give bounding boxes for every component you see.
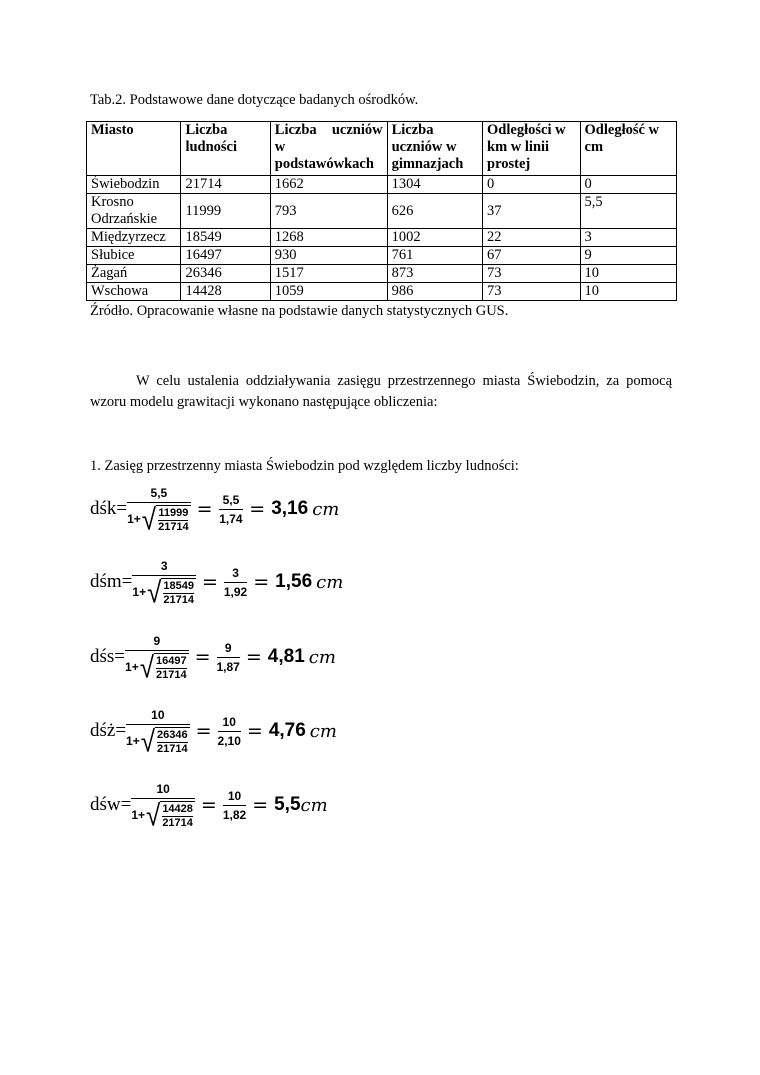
cell-distance-km: 73 xyxy=(483,283,580,301)
formula-dsz xyxy=(90,706,337,756)
gravity-fraction xyxy=(125,633,189,684)
col-header-primary-students: Liczba uczniów w podstawówkach xyxy=(270,122,387,176)
table-header-row xyxy=(87,122,677,176)
radical-sign-icon: √ xyxy=(146,797,161,832)
formula-dss xyxy=(90,632,336,682)
formula-result: 5,5 xyxy=(274,794,301,815)
gravity-fraction xyxy=(131,781,195,832)
formula-lhs: dśm= xyxy=(90,571,133,592)
cell-population: 26346 xyxy=(181,265,270,283)
cell-city: Krosno Odrzańskie xyxy=(87,194,181,229)
simplified-fraction xyxy=(218,715,241,748)
equals-sign: = xyxy=(252,794,269,816)
equals-sign: = xyxy=(200,794,217,816)
equals-sign: = xyxy=(246,720,263,742)
cell-distance-cm: 10 xyxy=(580,283,676,301)
formula-result: 3,16 xyxy=(271,498,309,519)
equals-sign: = xyxy=(195,720,212,742)
cell-distance-cm: 0 xyxy=(580,176,676,194)
gravity-fraction xyxy=(127,485,191,536)
population-ratio xyxy=(154,653,189,681)
cell-city: Słubice xyxy=(87,247,181,265)
ratio-numerator: 14428 xyxy=(162,802,193,815)
equals-sign: = xyxy=(253,571,270,593)
cell-primary: 1662 xyxy=(270,176,387,194)
ratio-denominator: 21714 xyxy=(157,742,188,755)
equals-sign: = xyxy=(201,571,218,593)
cell-distance-km: 22 xyxy=(483,229,580,247)
cell-distance-cm: 9 xyxy=(580,247,676,265)
result-unit: cm xyxy=(312,498,340,520)
ratio-numerator: 11999 xyxy=(158,506,189,519)
cell-distance-km: 73 xyxy=(483,265,580,283)
cell-population: 16497 xyxy=(181,247,270,265)
table-row xyxy=(87,194,677,229)
fraction-numerator: 5,5 xyxy=(222,492,240,507)
simplified-fraction xyxy=(224,566,247,599)
result-unit: cm xyxy=(300,794,328,816)
cell-primary: 1059 xyxy=(270,283,387,301)
cell-primary: 1517 xyxy=(270,265,387,283)
col-header-city: Miasto xyxy=(87,122,181,176)
fraction-numerator: 10 xyxy=(222,714,236,729)
result-unit: cm xyxy=(308,646,336,668)
table-row xyxy=(87,247,677,265)
result-unit: cm xyxy=(309,720,337,742)
fraction-denominator xyxy=(126,723,190,758)
population-ratio xyxy=(156,505,191,533)
cell-gymnasium: 1304 xyxy=(387,176,482,194)
fraction-denominator xyxy=(132,574,196,609)
fraction-denominator: 1,87 xyxy=(217,657,240,674)
formula-result: 4,76 xyxy=(268,720,306,741)
formula-lhs: dśż= xyxy=(90,720,127,741)
cell-gymnasium: 1002 xyxy=(387,229,482,247)
result-unit: cm xyxy=(316,571,344,593)
square-root xyxy=(147,574,196,609)
square-root xyxy=(146,797,195,832)
fraction-numerator: 9 xyxy=(153,633,161,648)
fraction-denominator: 1,74 xyxy=(219,509,242,526)
equals-sign: = xyxy=(249,498,266,520)
table-row xyxy=(87,176,677,194)
population-ratio xyxy=(161,578,196,606)
population-ratio xyxy=(160,801,195,829)
cell-population: 21714 xyxy=(181,176,270,194)
fraction-numerator: 10 xyxy=(227,788,242,803)
cell-population: 18549 xyxy=(181,229,270,247)
fraction-denominator xyxy=(127,501,191,536)
cell-city: Międzyrzecz xyxy=(87,229,181,247)
formula-dsw xyxy=(90,780,328,830)
cell-primary: 930 xyxy=(270,247,387,265)
cell-distance-km: 67 xyxy=(483,247,580,265)
square-root xyxy=(141,501,191,536)
ratio-denominator: 21714 xyxy=(158,520,189,533)
simplified-fraction xyxy=(219,493,244,526)
ratio-denominator: 21714 xyxy=(155,668,187,681)
cell-distance-cm: 3 xyxy=(580,229,676,247)
ratio-numerator: 26346 xyxy=(157,728,188,741)
cell-primary: 1268 xyxy=(270,229,387,247)
cell-city: Żagań xyxy=(87,265,181,283)
table-caption: Tab.2. Podstawowe dane dotyczące badanych ośrodków. xyxy=(90,92,419,108)
radical-sign-icon: √ xyxy=(147,574,162,609)
section-title: 1. Zasięg przestrzenny miasta Świebodzin pod względem liczby ludności: xyxy=(90,458,519,474)
cell-distance-km: 37 xyxy=(483,194,580,229)
table-source-note: Źródło. Opracowanie własne na podstawie danych statystycznych GUS. xyxy=(90,303,509,319)
cell-city: Świebodzin xyxy=(87,176,181,194)
col-header-gymnasium-students: Liczba uczniów w gimnazjach xyxy=(387,122,482,176)
fraction-denominator: 1,82 xyxy=(223,805,246,822)
fraction-numerator: 9 xyxy=(224,640,232,655)
equals-sign: = xyxy=(194,646,211,668)
ratio-denominator: 21714 xyxy=(162,816,193,829)
formula-dsm xyxy=(90,557,343,607)
formula-lhs: dśw= xyxy=(90,794,132,815)
cell-distance-cm: 5,5 xyxy=(580,194,676,229)
cell-population: 11999 xyxy=(181,194,270,229)
gravity-fraction xyxy=(126,707,190,758)
radical-sign-icon: √ xyxy=(139,649,154,684)
formula-result: 4,81 xyxy=(267,646,305,667)
cell-population: 14428 xyxy=(181,283,270,301)
fraction-numerator: 5,5 xyxy=(150,485,168,500)
one-plus: 1+ xyxy=(126,733,140,748)
cell-gymnasium: 761 xyxy=(387,247,482,265)
one-plus: 1+ xyxy=(131,807,146,822)
fraction-numerator: 3 xyxy=(232,565,239,580)
gravity-fraction xyxy=(132,558,196,609)
fraction-numerator: 10 xyxy=(156,781,170,796)
fraction-denominator xyxy=(125,649,189,684)
equals-sign: = xyxy=(196,498,213,520)
cell-gymnasium: 986 xyxy=(387,283,482,301)
cell-gymnasium: 873 xyxy=(387,265,482,283)
fraction-numerator: 10 xyxy=(151,707,165,722)
fraction-denominator: 2,10 xyxy=(218,731,241,748)
fraction-denominator xyxy=(131,797,195,832)
square-root xyxy=(139,649,189,684)
formula-result: 1,56 xyxy=(275,571,313,592)
cell-gymnasium: 626 xyxy=(387,194,482,229)
table-row xyxy=(87,265,677,283)
ratio-numerator: 16497 xyxy=(155,654,187,667)
cell-primary: 793 xyxy=(270,194,387,229)
fraction-numerator: 3 xyxy=(160,558,168,573)
table-row xyxy=(87,283,677,301)
radical-sign-icon: √ xyxy=(140,723,156,758)
data-table xyxy=(86,121,677,301)
equals-sign: = xyxy=(245,646,262,668)
cell-distance-cm: 10 xyxy=(580,265,676,283)
square-root xyxy=(140,723,190,758)
simplified-fraction xyxy=(217,641,240,674)
ratio-numerator: 18549 xyxy=(163,579,194,592)
simplified-fraction xyxy=(223,789,246,822)
population-ratio xyxy=(155,727,190,755)
ratio-denominator: 21714 xyxy=(163,593,194,606)
radical-sign-icon: √ xyxy=(141,501,157,536)
formula-dsk xyxy=(90,484,339,534)
table-row xyxy=(87,229,677,247)
one-plus: 1+ xyxy=(125,659,139,674)
col-header-population: Liczba ludności xyxy=(181,122,270,176)
intro-paragraph: W celu ustalenia oddziaływania zasięgu przestrzennego miasta Świebodzin, za pomocą wzoru modelu grawitacji wykonano następujące obliczenia: xyxy=(90,373,672,410)
one-plus: 1+ xyxy=(127,511,141,526)
cell-city: Wschowa xyxy=(87,283,181,301)
col-header-distance-cm: Odległość w cm xyxy=(580,122,676,176)
one-plus: 1+ xyxy=(132,584,147,599)
formula-lhs: dśk= xyxy=(90,498,128,519)
cell-distance-km: 0 xyxy=(483,176,580,194)
col-header-distance-km: Odległości w km w linii prostej xyxy=(483,122,580,176)
fraction-denominator: 1,92 xyxy=(224,582,247,599)
formula-lhs: dśs= xyxy=(90,646,126,667)
